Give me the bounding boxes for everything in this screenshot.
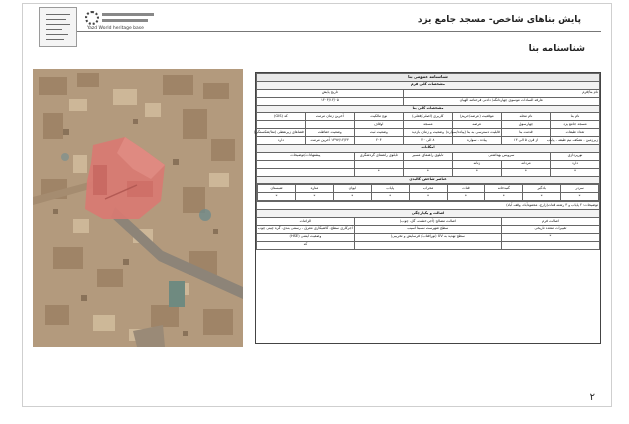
spec-value: از قرن ۵ الی ۱۳ <box>501 137 550 145</box>
element-header: سردر <box>561 185 599 193</box>
element-header: شبستان <box>258 185 296 193</box>
auth-header: اصالت فرم <box>501 218 599 226</box>
spec-header: نام محله <box>501 113 550 121</box>
spec-value: ۱۳۹۷/۱۲/۲۴ آخرین مرمت <box>305 137 354 145</box>
facility-value <box>257 168 355 176</box>
spec-header: آخرین زمان مرمت <box>305 113 354 121</box>
auth-header: اصالت مصالح (آجر،خشت، گل، چوب) <box>354 218 501 226</box>
physical-elements-heading: عناصر شاخص کالبدی <box>257 176 600 184</box>
element-value: * <box>485 193 523 201</box>
facility-header: نورپردازی <box>550 152 599 160</box>
facility-header: تابلوی راهنمای مسیر <box>403 152 452 160</box>
building-specs-heading: مشخصات کلی بنا <box>257 105 600 113</box>
satellite-map-image <box>33 69 243 347</box>
building-id-card-table <box>255 72 601 344</box>
spec-header: وضعیت ثبت <box>354 129 403 137</box>
element-header: گنبدخانه <box>485 185 523 193</box>
element-header: قنات <box>447 185 485 193</box>
spec-value: چهارسوق <box>501 121 550 129</box>
elements-note: توضیحات: ۲ پایاب و ۳ رشته قنات(زارچ، محمودآباد، وقف آباد) <box>257 202 600 210</box>
element-value: * <box>258 193 296 201</box>
auth-value: سطح شهرست نسبتا آسیب <box>354 225 501 233</box>
spec-header: وضعیت حفاظت <box>305 129 354 137</box>
facility-header: سرویس بهداشتی <box>452 152 550 160</box>
spec-value: ۲۰۴ <box>354 137 403 145</box>
general-form-heading: مشخصات کلی فرم <box>257 81 600 89</box>
facility-sub <box>257 160 355 168</box>
spec-value: دارد <box>257 137 306 145</box>
section-title: شناسنامه بنا <box>528 44 585 54</box>
facility-sub: زنانه <box>452 160 501 168</box>
element-value: * <box>371 193 409 201</box>
facility-sub: دارد <box>550 160 599 168</box>
heritage-emblem-logo <box>39 7 77 47</box>
spec-header: تعداد طبقات <box>550 129 599 137</box>
yazd-logo-mark-icon <box>85 11 99 25</box>
page-number: ۲ <box>589 392 595 403</box>
auth-header: الزامات <box>257 218 355 226</box>
document-page <box>22 3 612 407</box>
facility-header: پیشنهادات/توضیحات <box>257 152 355 160</box>
spec-header: موقعیت (عرصه/حریم) <box>452 113 501 121</box>
facility-sub <box>354 160 403 168</box>
yazd-world-heritage-logo <box>85 10 155 36</box>
card-title: شناسنامه عمومی بنا <box>257 74 600 82</box>
facility-sub: مردانه <box>501 160 550 168</box>
building-name-value: عارفه السادات موسوی چهاردانگه/ دادنی فرحنامه الهیان <box>403 97 599 105</box>
facility-value: * <box>550 168 599 176</box>
spec-value: اوقاف <box>354 121 403 129</box>
auth-value: سطح تهدید به UV (نورآفتاب/ فرسایش و تخریبی) <box>354 233 501 241</box>
spec-header: نام بنا <box>550 113 599 121</box>
element-value: * <box>523 193 561 201</box>
auth-value: که <box>257 241 355 249</box>
auth-value: وضعیت ایمنی (HSE) <box>257 233 355 241</box>
spec-header: نوع مالکیت <box>354 113 403 121</box>
facility-header: تابلوی راهنمای گردشگری <box>354 152 403 160</box>
spec-value: پیاده - سواره <box>452 137 501 145</box>
spec-value <box>305 121 354 129</box>
auth-value: آجرکاری سطح- کاشیکاری معرق - رسمی بندی- گره چینی چوب <box>257 225 355 233</box>
spec-header: قابلیت دسترسی به بنا (پیاده/سواره) <box>452 129 501 137</box>
element-header: ایوان <box>333 185 371 193</box>
spec-header: کاربری (اصلی/فعلی) <box>403 113 452 121</box>
spec-value: زیرزمین - همکف نیم طبقه - پایاب <box>550 137 599 145</box>
header-title: پایش بناهای شاخص- مسجد جامع یزد <box>417 15 581 25</box>
spec-value <box>257 121 306 129</box>
facility-value: * <box>354 168 403 176</box>
element-value: * <box>561 193 599 201</box>
element-header: بادگیر <box>523 185 561 193</box>
facility-sub <box>403 160 452 168</box>
auth-value <box>354 241 501 249</box>
facility-value: * <box>403 168 452 176</box>
spec-value: مسجد جامع یزد <box>550 121 599 129</box>
facility-value: * <box>501 168 550 176</box>
spec-header: فضاهای زیرنقطی (نما/شکستگی) <box>257 129 306 137</box>
spec-header: قدمت بنا <box>501 129 550 137</box>
date-label: تاریخ پایش <box>257 89 404 97</box>
spec-value: عرصه <box>452 121 501 129</box>
element-value: * <box>296 193 334 201</box>
element-header: پایاب <box>371 185 409 193</box>
auth-value: تغییرات متعدد تاریخی <box>501 225 599 233</box>
spec-value: مسجد <box>403 121 452 129</box>
element-header: مناره <box>296 185 334 193</box>
building-name-label: نام بنا/فرم <box>403 89 599 97</box>
auth-value <box>501 241 599 249</box>
facility-value: * <box>452 168 501 176</box>
header-divider <box>77 31 601 32</box>
spec-value: ۸ الی ۲۰ <box>403 137 452 145</box>
date-value: ۱۴۰۳/۱۲/۰۵ <box>257 97 404 105</box>
spec-header: کد (GIS) <box>257 113 306 121</box>
authenticity-heading: اصالت و یکپارچگی <box>257 210 600 218</box>
element-value: * <box>447 193 485 201</box>
spec-header: وضعیت و زمان بازدید <box>403 129 452 137</box>
element-value: * <box>409 193 447 201</box>
logo-caption: Yazd World heritage base <box>87 26 144 31</box>
auth-value: * <box>501 233 599 241</box>
facilities-heading: امکانات <box>257 145 600 153</box>
element-header: محراب <box>409 185 447 193</box>
element-value: * <box>333 193 371 201</box>
